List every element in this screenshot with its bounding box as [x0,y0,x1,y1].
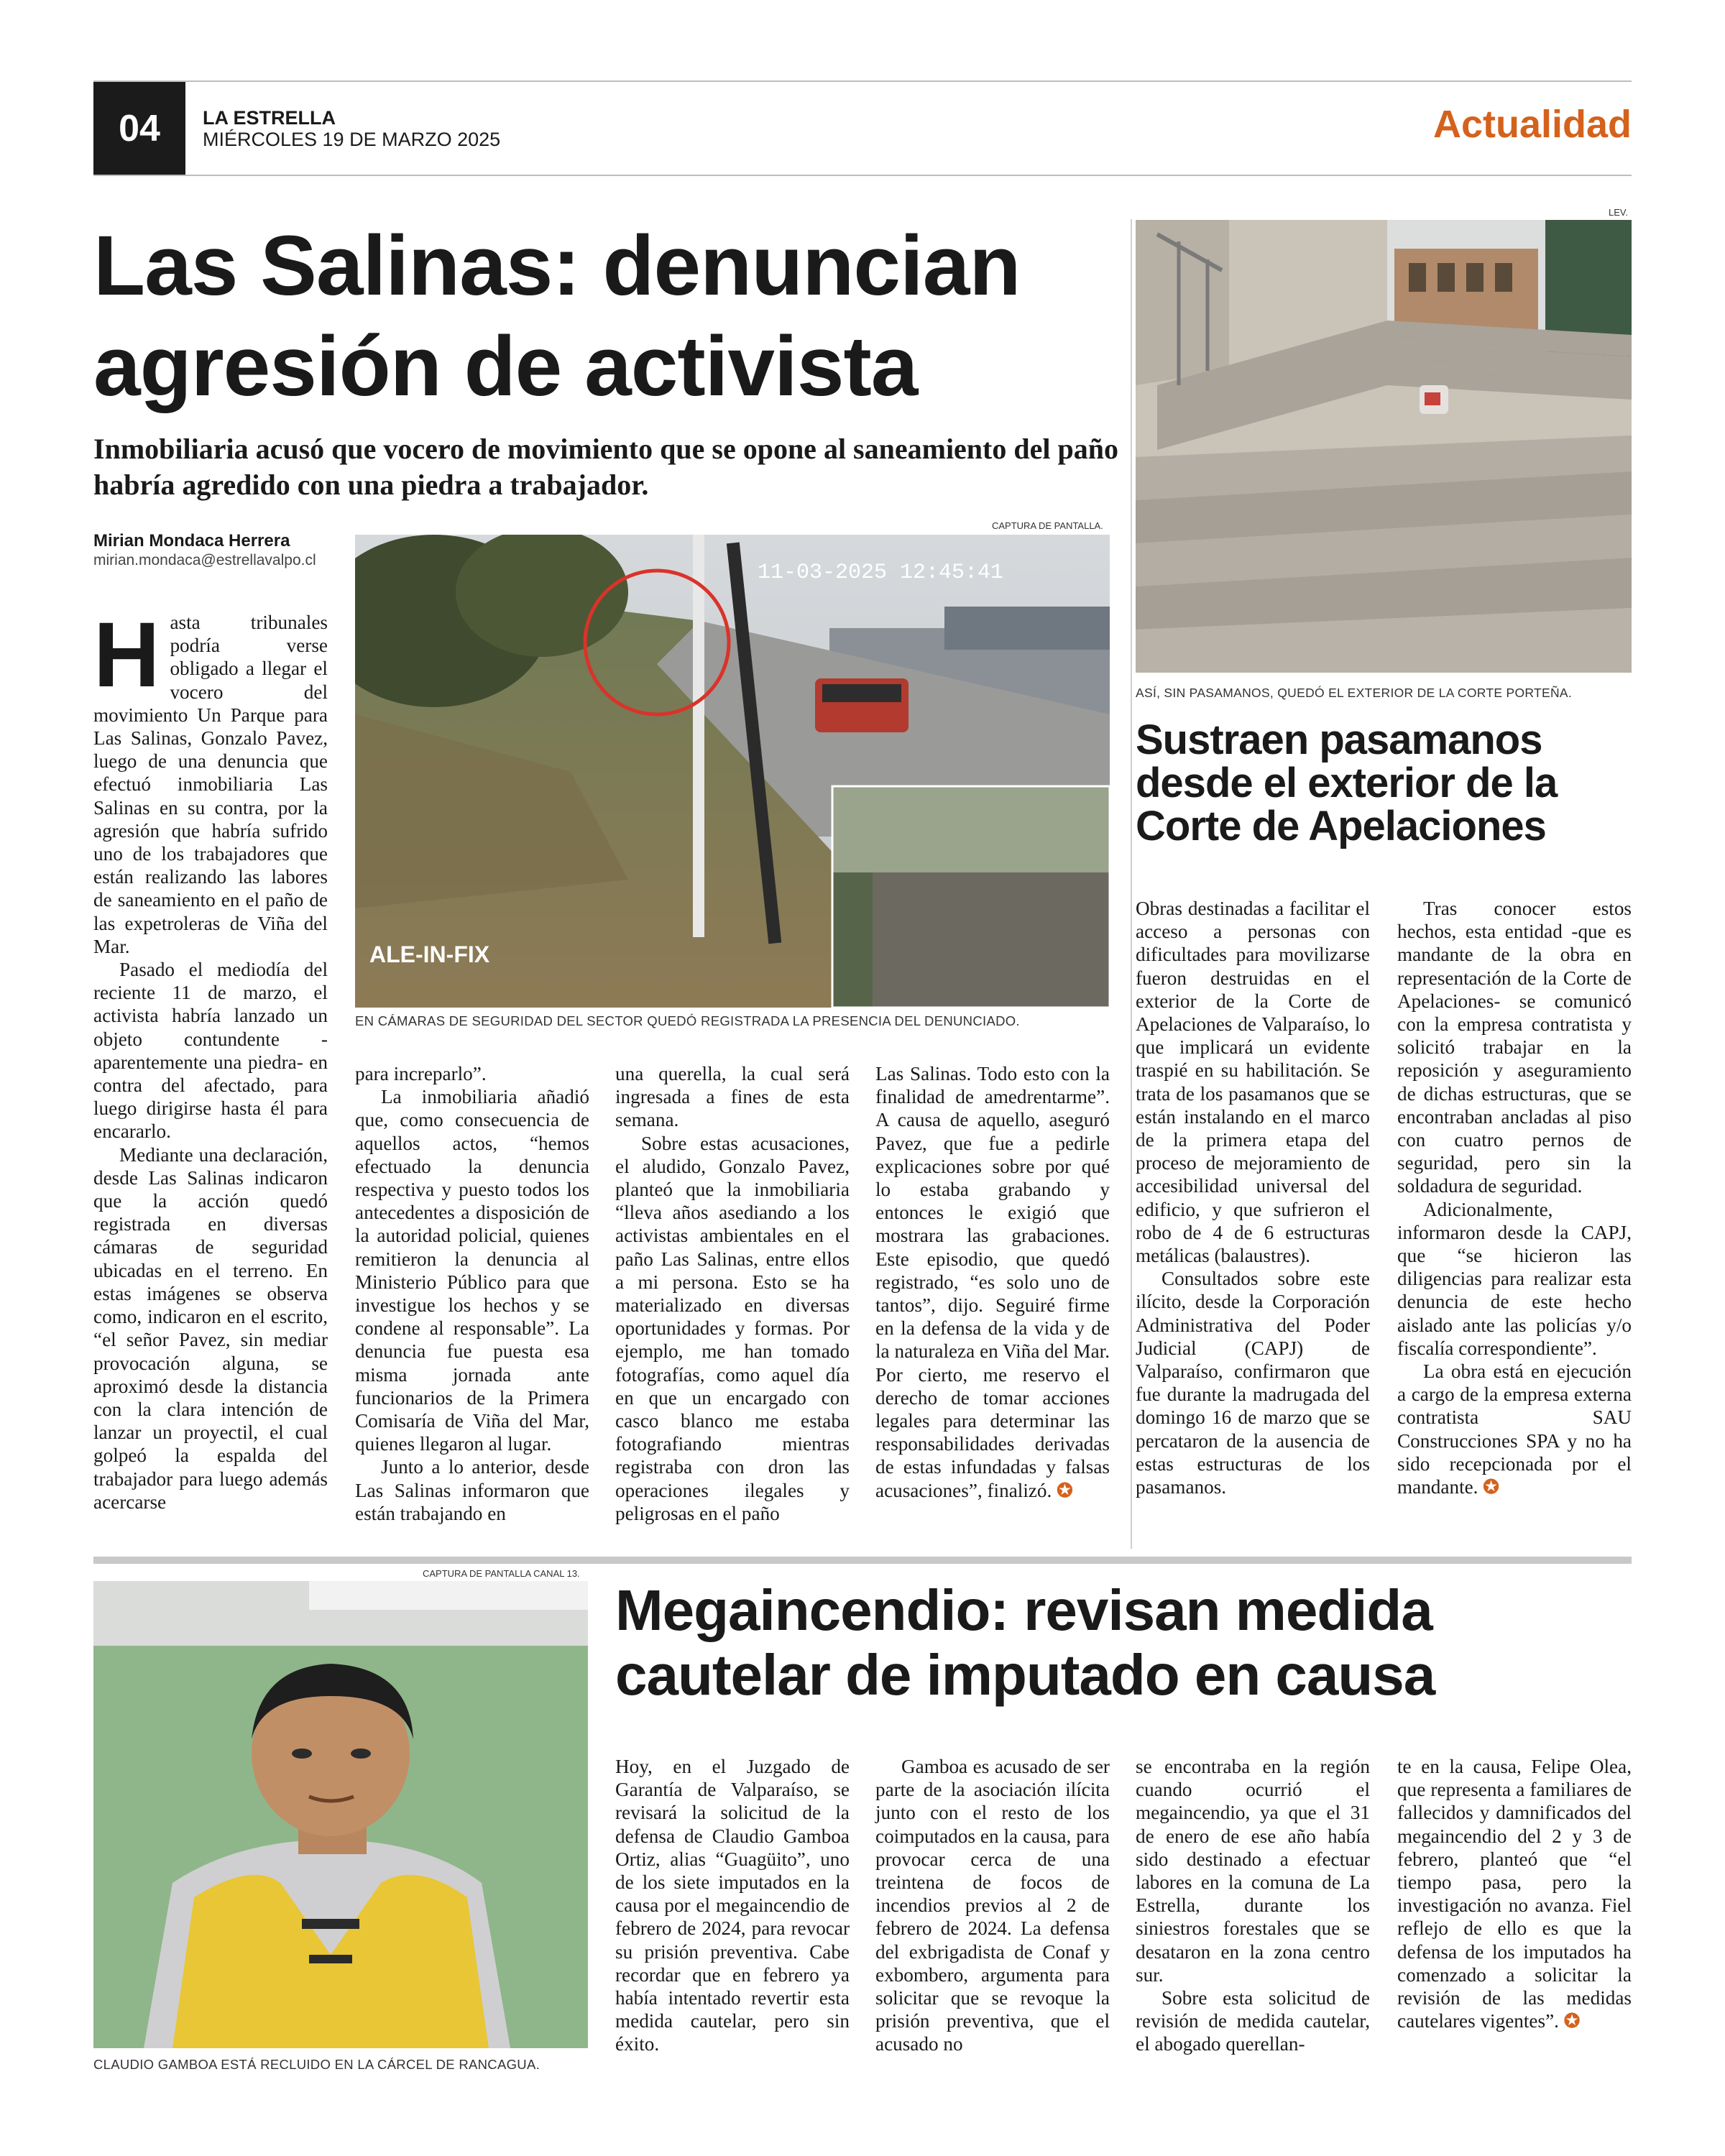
top-rule [93,80,1632,82]
bottom-headline [615,1578,1636,1708]
bottom-col4-para: te en la causa, Felipe Olea, que representa a familiares de fallecidos y damnificados del megaincendio del 2 y 3 de febrero, planteó que “el tiempo pasa, pero la investigación no avanza. Fiel reflejo de ello es que la defensa de los imputados ha comenzado a solicitar la revisión de las medidas cautelares vigentes”. ✪ [1397,1756,1632,2032]
bottom-headline-line-1: Megaincendio: revisan medida [615,1578,1432,1642]
side-column-2 [1397,897,1632,1498]
main-col2-para-2: La inmobiliaria añadió que, como consecuencia de aquellos actos, “hemos efectuado la denuncia respectiva y puesto todos los antecedentes a disposición de la autoridad policial, quienes remitieron la denuncia al Ministerio Público para que investigue los hechos y se condene al responsable”. La denuncia fue puesta esa misma jornada ante funcionarios de la Primera Comisaría de Viña del Mar, quienes llegaron al lugar. [355,1086,589,1455]
main-column-1 [93,604,328,1514]
bottom-column-1 [615,1755,850,2056]
page-number: 04 [93,82,185,175]
side-photo-credit: LEV. [1609,207,1628,218]
bottom-headline-line-2: cautelar de imputado en causa [615,1643,1435,1707]
main-column-3 [615,1062,850,1525]
section-label: Actualidad [1432,103,1632,146]
end-mark-icon: ✪ [1057,1478,1073,1501]
court-stairs-photo [1136,220,1632,673]
end-mark-icon: ✪ [1483,1475,1500,1498]
side-photo-caption: ASÍ, SIN PASAMANOS, QUEDÓ EL EXTERIOR DE LA CORTE PORTEÑA. [1136,686,1573,700]
main-col1-para-2: Pasado el mediodía del reciente 11 de marzo, el activista habría lanzado un objeto contundente -aparentemente una piedra- en contra del afectado, para luego dirigirse hasta él para encararlo. [93,959,328,1143]
main-col3-para-2: Sobre estas acusaciones, el aludido, Gonzalo Pavez, planteó que la inmobiliaria “lleva años asediando a los activistas ambientales en el paño Las Salinas, entre ellos a mi persona. Esto se ha materializado en diversas oportunidades y formas. Por ejemplo, me han tomado fotografías, como aquel día en que un encargado con casco blanco me estaba fotografiando mientras registraba con dron las operaciones ilegales y peligrosas en el paño [615,1132,850,1524]
bottom-column-3 [1136,1755,1370,2056]
masthead: LA ESTRELLA [203,107,336,129]
end-mark-icon: ✪ [1563,2009,1581,2032]
author-email: mirian.mondaca@estrellavalpo.cl [93,552,316,568]
main-headline [93,216,1121,417]
bottom-photo-credit: CAPTURA DE PANTALLA CANAL 13. [423,1568,580,1579]
bottom-col1-para: Hoy, en el Juzgado de Garantía de Valparaíso, se revisará la solicitud de la defensa de Claudio Gamboa Ortiz, alias “Guagüito”, uno de los siete imputados en la causa por el megaincendio de febrero de 2024, para revocar su prisión preventiva. Cabe recordar que en febrero ya había intentado revertir esta medida cautelar, pero sin éxito. [615,1756,850,2055]
side-col2-para-1: Tras conocer estos hechos, esta entidad -que es mandante de la obra en representación de la Corte de Apelaciones- se comunicó con la empresa contratista y solicitó trabajar en la reposición y aseguramiento de dichas estructuras, que se encontraban ancladas al piso con cuatro pernos de seguridad, pero sin la soldadura de seguridad. [1397,898,1632,1197]
main-column-2 [355,1062,589,1525]
dropcap: H [93,604,160,706]
side-col1-para-1: Obras destinadas a facilitar el acceso a personas con dificultades para movilizarse fueron destruidas en el exterior de la Corte de Apelaciones de Valparaíso, lo que implicará un evidente traspié en su habilitación. Se trata de los pasamanos que se están instalando en el marco de la primera etapa del proceso de mejoramiento de accesibilidad universal del edificio, y que sufrieron el robo de 4 de 6 estructuras metálicas (balaustres). [1136,898,1370,1267]
column-divider [1131,219,1132,1549]
side-headline: Sustraen pasamanos desde el exterior de la Corte de Apelaciones [1136,717,1558,849]
bottom-col3-para-2: Sobre esta solicitud de revisión de medida cautelar, el abogado querellan- [1136,1987,1370,2055]
main-col1-para-1: asta tribunales podría verse obligado a llegar el vocero del movimiento Un Parque para Las Salinas, Gonzalo Pavez, luego de una denuncia que efectuó inmobiliaria Las Salinas en su contra, por la agresión que habría sufrido uno de los trabajadores que están realizando las labores de saneamiento en el paño de las expetroleras de Viña del Mar. [93,612,328,957]
bottom-col3-para-1: se encontraba en la región cuando ocurrió el megaincendio, ya que el 31 de enero de ese año había sido destinado a efectuar labores en la comuna de La Estrella, durante los siniestros forestales que se desataron en la zona centro sur. [1136,1756,1370,1986]
bottom-column-2 [875,1755,1110,2056]
author-name: Mirian Mondaca Herrera [93,531,290,550]
main-photo-credit: CAPTURA DE PANTALLA. [992,520,1103,531]
header-rule [93,175,1632,176]
main-col3-para-1: una querella, la cual será ingresada a fines de esta semana. [615,1063,850,1131]
gamboa-photo [93,1581,588,2048]
section-divider [93,1557,1632,1564]
bottom-column-4 [1397,1755,1632,2032]
dateline: MIÉRCOLES 19 DE MARZO 2025 [203,129,501,150]
side-column-1 [1136,897,1370,1498]
side-col1-para-2: Consultados sobre este ilícito, desde la Corporación Administrativa del Poder Judicial (CAPJ) de Valparaíso, confirmaron que fue durante la madrugada del domingo 16 de marzo que se percataron de la ausencia de estas estructuras de los pasamanos. [1136,1268,1370,1498]
main-photo-caption: EN CÁMARAS DE SEGURIDAD DEL SECTOR QUEDÓ REGISTRADA LA PRESENCIA DEL DENUNCIADO. [355,1013,1020,1028]
photo-watermark: ALE-IN-FIX [369,941,490,967]
security-camera-photo [355,535,1110,1008]
photo-timestamp: 11-03-2025 12:45:41 [758,561,1004,585]
side-col2-para-3: La obra está en ejecución a cargo de la empresa externa contratista SAU Construcciones SPA y no ha sido recepcionada por el mandante. ✪ [1397,1360,1632,1498]
main-col2-para-3: Junto a lo anterior, desde Las Salinas informaron que están trabajando en [355,1456,589,1524]
main-headline-line-1: Las Salinas: denuncian [93,218,1021,313]
main-deck: Inmobiliaria acusó que vocero de movimiento que se opone al saneamiento del paño habría agredido con una piedra a trabajador. [93,433,1118,501]
main-col2-para-1: para increparlo”. [355,1063,487,1084]
bottom-photo-caption: CLAUDIO GAMBOA ESTÁ RECLUIDO EN LA CÁRCEL DE RANCAGUA. [93,2057,540,2072]
main-col1-para-3: Mediante una declaración, desde Las Salinas indicaron que la acción quedó registrada en diversas cámaras de seguridad ubicadas en el terreno. En estas imágenes se observa como, indicaron en el escrito, “el señor Pavez, sin mediar provocación alguna, se aproximó desde la distancia con la clara intención de lanzar un proyectil, el cual golpeó la espalda del trabajador para luego además acercarse [93,1143,328,1513]
main-col4-para-1: Las Salinas. Todo esto con la finalidad de amedrentarme”. A causa de aquello, aseguró Pavez, que fue a pedirle explicaciones sobre por qué lo estaba grabando y entonces le exigió que mostrara las grabaciones. Este episodio, que quedó registrado, “es solo uno de tantos”, dijo. Seguiré firme en la defensa de la vida y de la naturaleza en Viña del Mar. Por cierto, me reservo el derecho de tomar acciones legales para determinar las responsabilidades derivadas de estas infundadas y falsas acusaciones”, finalizó. ✪ [875,1063,1110,1501]
side-col2-para-2: Adicionalmente, informaron desde la CAPJ, que “se hicieron las diligencias para realizar esta denuncia de este hecho aislado ante las policías y/o fiscalía correspondiente”. [1397,1198,1632,1359]
main-column-4 [875,1062,1110,1502]
bottom-col2-para: Gamboa es acusado de ser parte de la asociación ilícita junto con el resto de los coimputados en la causa, para provocar cerca de una treintena de focos de incendios previos al 2 de febrero de 2024. La defensa del exbrigadista de Conaf y exbombero, argumenta para solicitar que se revoque la prisión preventiva, que el acusado no [875,1756,1110,2055]
main-headline-line-2: agresión de activista [93,319,918,414]
